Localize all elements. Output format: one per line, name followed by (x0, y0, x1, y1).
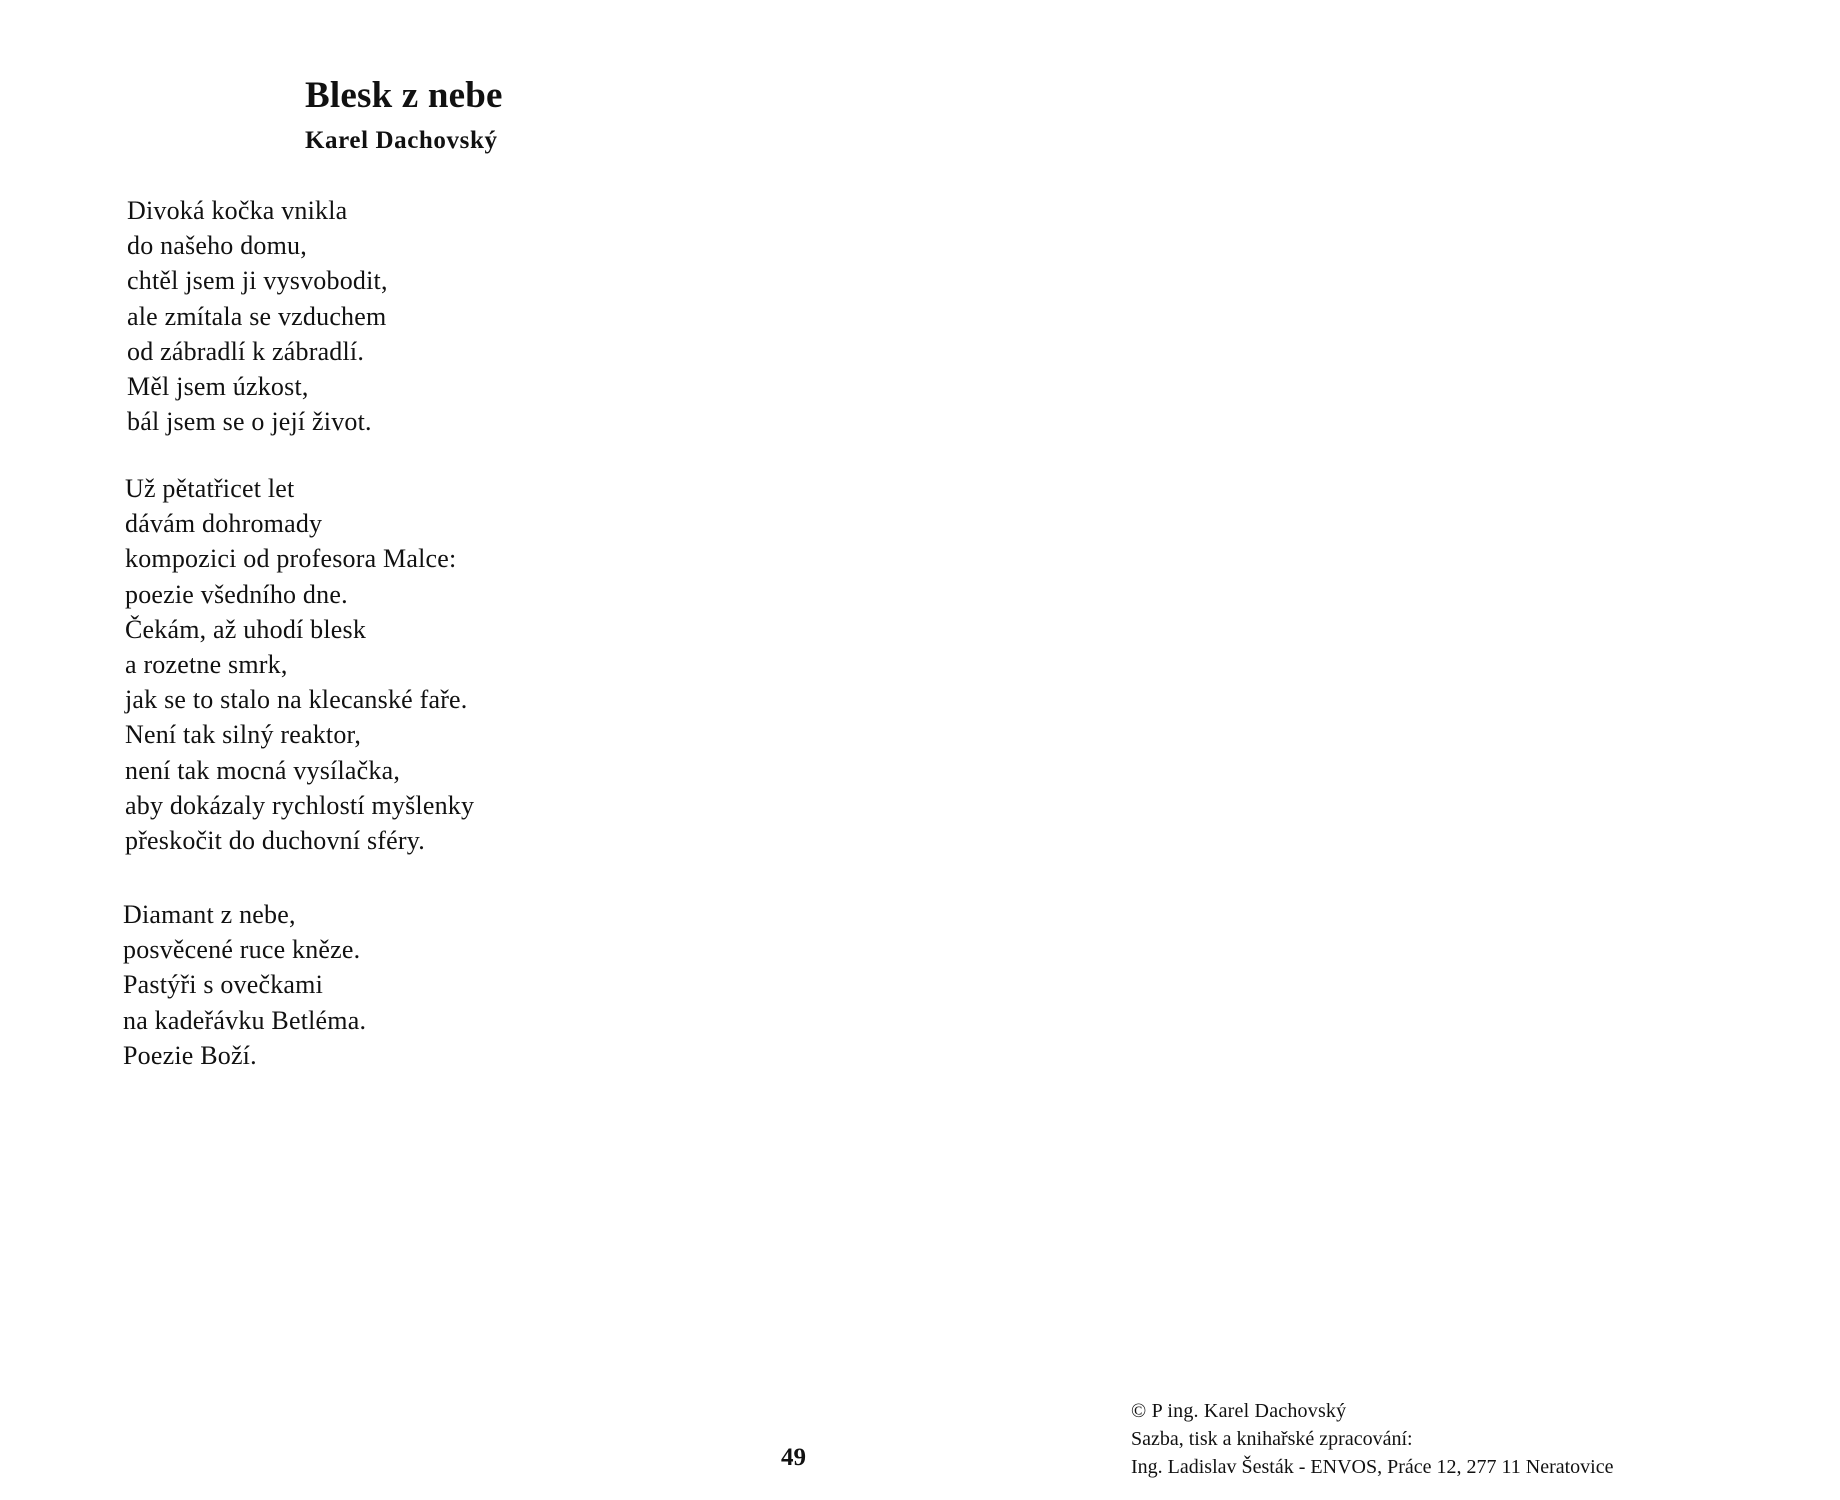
poem-line: na kadeřávku Betléma. (123, 1005, 367, 1035)
poem-line: Poezie Boží. (123, 1040, 257, 1070)
poem-line: od zábradlí k zábradlí. (127, 336, 365, 366)
poem-line: do našeho domu, (127, 231, 307, 261)
colophon (1131, 1397, 1613, 1481)
poem-line: Pastýři s ovečkami (123, 970, 324, 1000)
poem-line: Divoká kočka vnikla (127, 196, 348, 225)
poem-line: Diamant z nebe, (123, 900, 296, 929)
poem-line: dávám dohromady (125, 509, 323, 539)
poem-line: přeskočit do duchovní sféry. (125, 826, 425, 856)
poem-stanza-3 (123, 897, 366, 1073)
poem-line: aby dokázaly rychlostí myšlenky (125, 790, 475, 820)
poem-line: a rozetne smrk, (125, 650, 288, 680)
poem-line: chtěl jsem ji vysvobodit, (127, 266, 388, 296)
copyright-line: © P ing. Karel Dachovský (1131, 1400, 1347, 1422)
poem-line: poezie všedního dne. (125, 579, 348, 609)
poem-line: bál jsem se o její život. (127, 407, 372, 437)
poem-line: kompozici od profesora Malce: (125, 544, 457, 574)
poem-line: ale zmítala se vzduchem (127, 301, 387, 331)
poem-line: Čekám, až uhodí blesk (125, 614, 367, 644)
poem-line: Měl jsem úzkost, (127, 372, 309, 402)
poem-line: Není tak silný reaktor, (125, 720, 362, 750)
page-number: 49 (781, 1444, 806, 1471)
poem-line: jak se to stalo na klecanské faře. (125, 685, 468, 715)
poem-stanza-1 (127, 193, 388, 439)
poem-line: Už pětatřicet let (125, 474, 295, 503)
poem-line: posvěcené ruce kněze. (123, 935, 361, 965)
printing-credit-label: Sazba, tisk a knihařské zpracování: (1131, 1428, 1413, 1450)
printer-address: Ing. Ladislav Šesták - ENVOS, Práce 12, 277 11 Neratovice (1131, 1456, 1614, 1478)
poem-line: není tak mocná vysílačka, (125, 755, 401, 785)
poem-stanza-2 (125, 471, 474, 858)
poem-title: Blesk z nebe (305, 75, 503, 116)
poem-author: Karel Dachovský (305, 127, 498, 154)
